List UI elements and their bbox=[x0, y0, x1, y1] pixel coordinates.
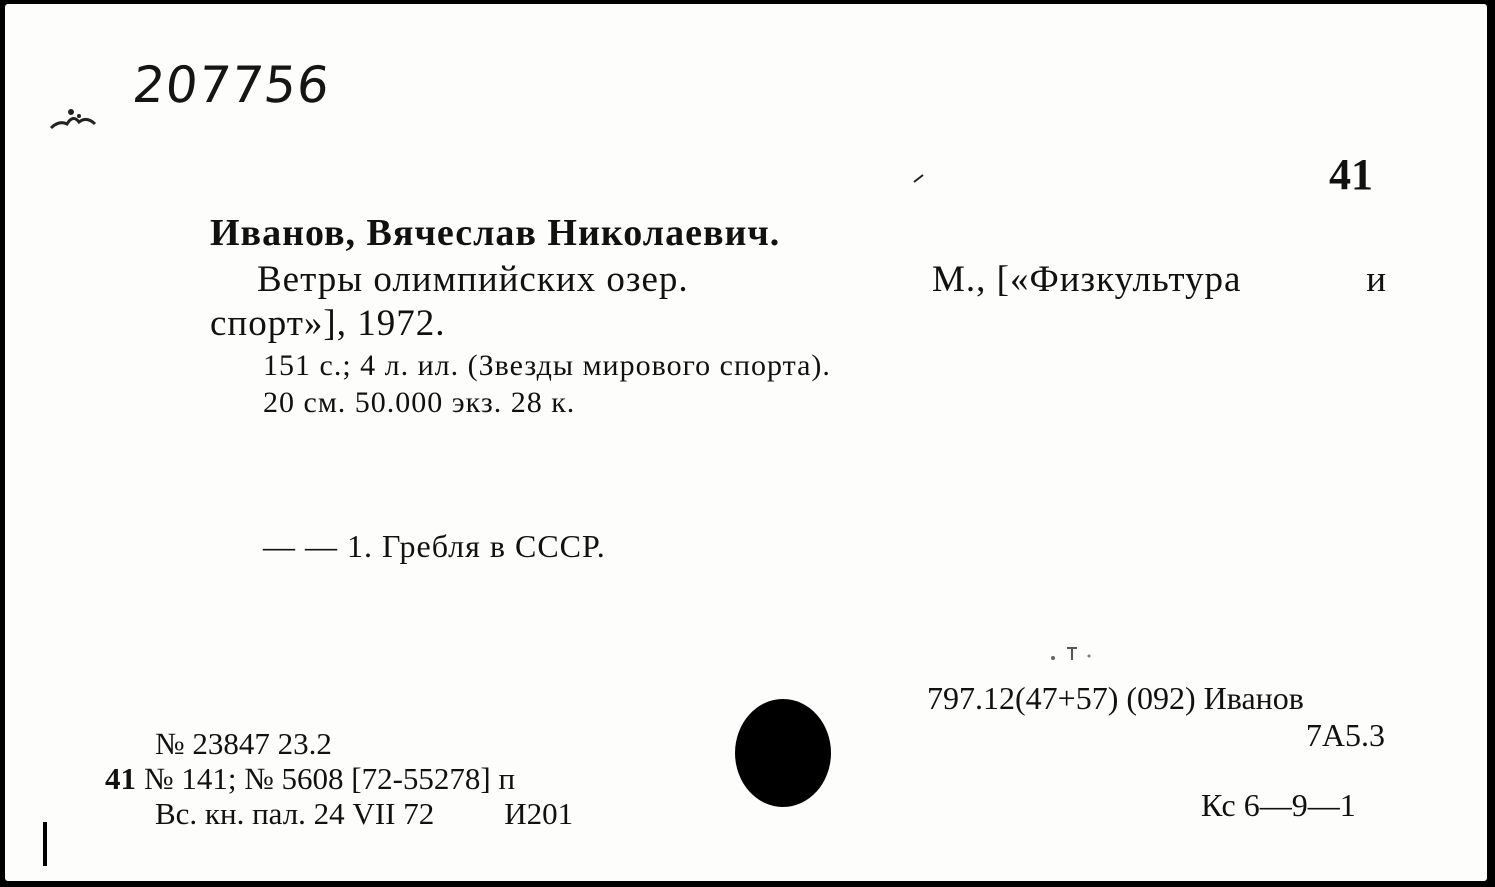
ink-stamp-mark bbox=[49, 102, 99, 132]
classification-number: 41 bbox=[1329, 150, 1373, 199]
catalog-card bbox=[5, 4, 1487, 881]
registration-line-3 bbox=[155, 796, 573, 832]
author-heading: Иванов, Вячеслав Николаевич. bbox=[210, 212, 781, 254]
imprint-conjunction: и bbox=[1366, 259, 1387, 300]
imprint-publisher: М., [«Физкультура bbox=[932, 259, 1242, 300]
registration-class-number: 41 bbox=[105, 761, 136, 796]
print-code: И201 bbox=[504, 796, 574, 831]
subject-heading: — — 1. Гребля в СССР. bbox=[263, 528, 606, 564]
imprint-year: спорт»], 1972. bbox=[210, 303, 446, 344]
faint-stamp-mark bbox=[1045, 644, 1105, 669]
collation-size-price: 20 см. 50.000 экз. 28 к. bbox=[263, 386, 576, 419]
kc-code: Кс 6—9—1 bbox=[1201, 787, 1356, 823]
registration-line-2 bbox=[105, 761, 515, 797]
registration-numbers: № 141; № 5608 [72-55278] п bbox=[144, 761, 516, 796]
book-chamber-record: Вс. кн. пал. 24 VII 72 bbox=[155, 796, 435, 831]
margin-mark bbox=[43, 822, 47, 866]
tick-mark bbox=[913, 170, 925, 188]
collation-pages: 151 с.; 4 л. ил. (Звезды мирового спорта). bbox=[263, 349, 831, 382]
handwritten-inventory-number: 207756 bbox=[129, 56, 333, 114]
bbk-index: 7А5.3 bbox=[1305, 717, 1385, 753]
book-title: Ветры олимпийских озер. bbox=[257, 259, 689, 300]
title-line bbox=[257, 258, 1387, 301]
punch-hole bbox=[735, 699, 831, 807]
registration-line-1: № 23847 23.2 bbox=[155, 726, 332, 761]
udc-index: 797.12(47+57) (092) Иванов bbox=[927, 680, 1304, 716]
